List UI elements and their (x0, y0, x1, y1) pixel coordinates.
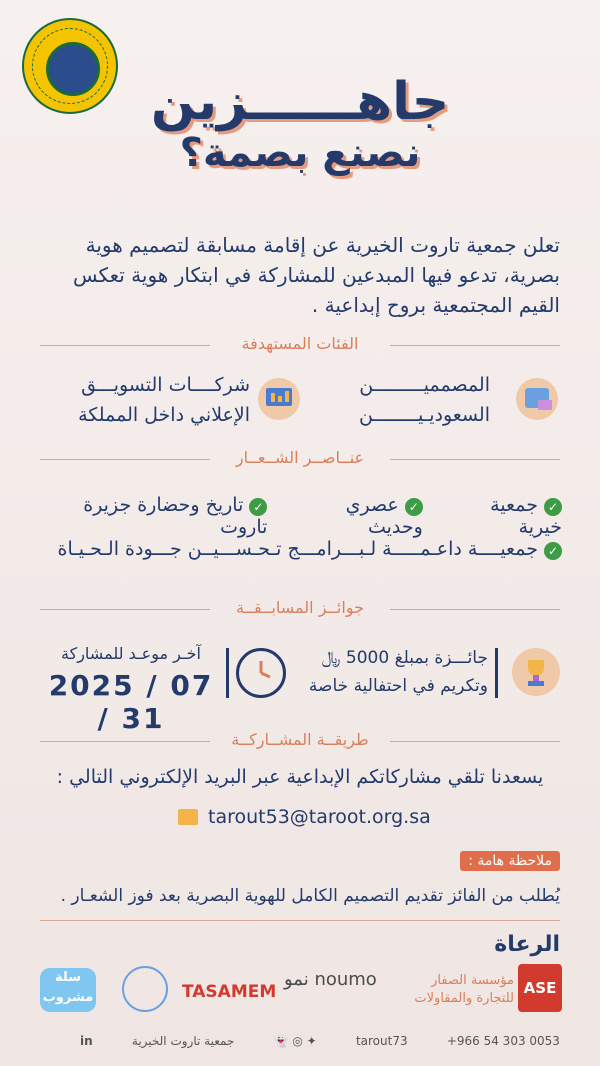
note-label: ملاحظة هامة : (460, 851, 560, 871)
elements-row-2 (38, 538, 562, 560)
divider (40, 920, 560, 921)
element-item: ✓ تاريخ وحضارة جزيرة تاروت (83, 494, 268, 538)
sponsor-logo-round (122, 966, 168, 1012)
check-icon: ✓ (249, 498, 267, 516)
note-label-wrap (460, 850, 560, 869)
title-line-1: جاهــــــزين (150, 72, 450, 132)
email-link[interactable]: tarout53@taroot.org.sa (208, 806, 431, 828)
trophy-icon (512, 648, 560, 696)
linkedin-icon[interactable]: in (80, 1034, 93, 1048)
check-icon: ✓ (544, 542, 562, 560)
elements-row-1 (38, 494, 562, 538)
note-text: يُطلب من الفائز تقديم التصميم الكامل للهوية البصرية بعد فوز الشعـار . (60, 886, 560, 906)
element-item: ✓ جمعية خيرية (490, 494, 562, 538)
designer-icon (516, 378, 558, 420)
section-header-targets: الفئات المستهدفة (40, 334, 560, 358)
footer-org: جمعية تاروت الخيرية (131, 1034, 235, 1048)
footer-phone[interactable]: +966 54 303 0053 (446, 1034, 560, 1048)
sponsor-logo-ase: ASE (518, 964, 562, 1012)
method-text: يسعدنا تلقي مشاركاتكم الإبداعية عبر البريد الإلكتروني التالي : (56, 766, 544, 788)
prize-divider (495, 648, 498, 698)
element-item: ✓ عصري وحديث (345, 494, 423, 538)
check-icon: ✓ (405, 498, 423, 516)
clock-icon (236, 648, 286, 698)
marketing-icon (258, 378, 300, 420)
sponsor-logo-tasamem: TASAMEM (182, 982, 277, 1002)
envelope-icon (178, 809, 198, 825)
deadline (42, 644, 220, 735)
title-line-2: نصنع بصمة؟ (179, 130, 421, 176)
email-row (178, 806, 431, 828)
element-item: ✓ جمعيــــة داعـمـــــة لـبـــرامـــج تـحـســـيــن جـــودة الـحـيـاة (57, 538, 562, 560)
deadline-label: آخـر موعـد للمشاركة (61, 644, 201, 663)
intro-paragraph: تعلن جمعية تاروت الخيرية عن إقامة مسابقة لتصميم هوية بصرية، تدعو فيها المبدعين للمشاركة في ابتكار هوية تعكس القيم المجتمعية بروح إبداعية . (73, 233, 560, 317)
check-icon: ✓ (544, 498, 562, 516)
social-icons[interactable]: 👻 ◎ ✦ (273, 1034, 317, 1048)
charity-logo (22, 18, 118, 114)
section-header-method: طريقــة المشــاركــة (40, 730, 560, 754)
sponsor-logo-safar: مؤسسة الصفار للتجارة والمقاولات (414, 973, 514, 1006)
sponsor-logo-salla: سلة مشروب (40, 968, 96, 1012)
section-header-prizes: جوائــز المسابــقــة (40, 598, 560, 622)
deadline-date: 2025 / 07 / 31 (48, 669, 214, 735)
sponsor-logo-noumo: نمو noumo (284, 969, 377, 990)
prize-text: جائـــزة بمبلغ 5000 ﷼ وتكريم في احتفالية خاصة (308, 648, 488, 696)
deadline-divider (226, 648, 229, 698)
footer-handle[interactable]: tarout73 (355, 1034, 408, 1048)
target-designers-text: المصمميـــــــــن السعوديـيــــــــن (358, 374, 490, 426)
footer (80, 1034, 560, 1048)
target-marketing-text: شركــــات التسويـــق الإعلاني داخل المملكة (78, 374, 250, 426)
sponsors-row (40, 962, 560, 1018)
sponsors-title: الرعاة (494, 932, 560, 957)
section-header-elements: عنــاصــر الشــعــار (40, 448, 560, 472)
